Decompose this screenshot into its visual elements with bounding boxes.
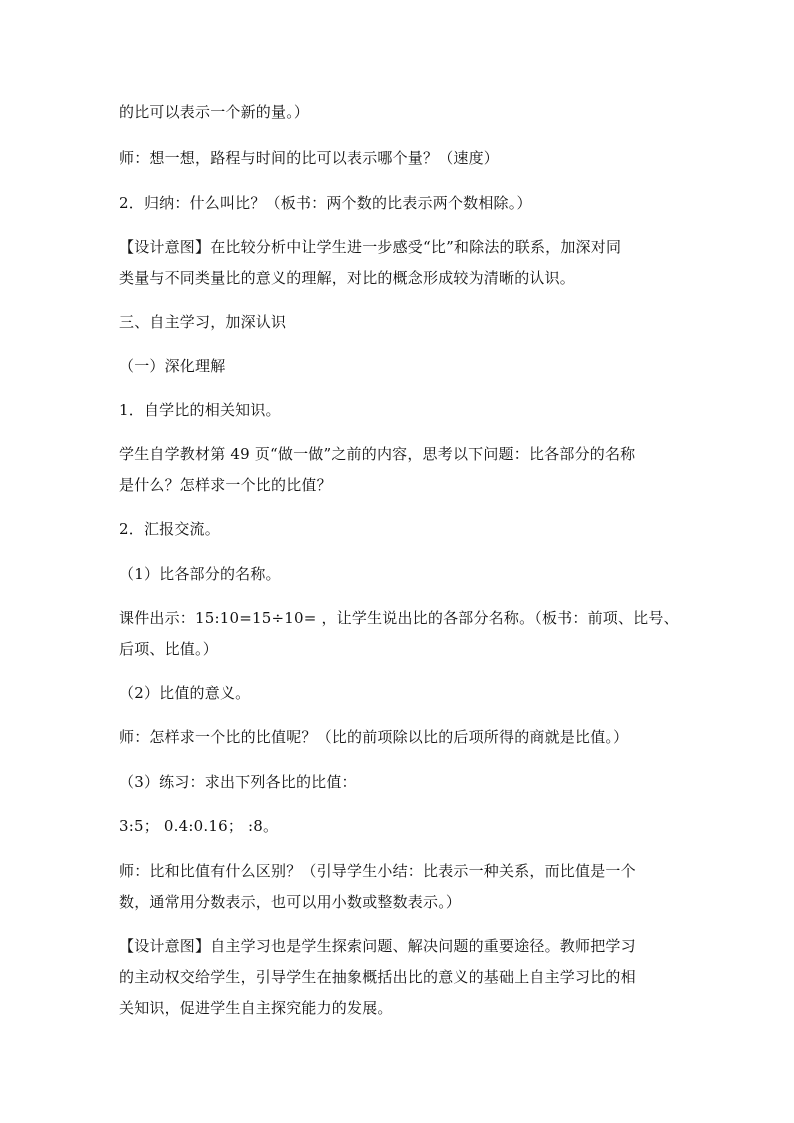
paragraph-line: 师：比和比值有什么区别？（引导学生小结：比表示一种关系，而比值是一个 bbox=[119, 862, 636, 880]
section-heading: 三、自主学习，加深认识 bbox=[119, 313, 287, 331]
design-intent-line: 【设计意图】自主学习也是学生探索问题、解决问题的重要途径。教师把学习 bbox=[119, 937, 636, 955]
paragraph-line: （2）比值的意义。 bbox=[119, 684, 251, 702]
paragraph-line: 师：怎样求一个比的比值呢？（比的前项除以比的后项所得的商就是比值。） bbox=[119, 728, 629, 746]
paragraph-line: （3）练习：求出下列各比的比值： bbox=[119, 773, 357, 791]
paragraph-line: 2．汇报交流。 bbox=[119, 520, 220, 538]
design-intent-line: 关知识，促进学生自主探究能力的发展。 bbox=[119, 999, 393, 1017]
exercise-line: 3:5； 0.4:0.16； :8。 bbox=[119, 817, 279, 835]
paragraph-line: 数，通常用分数表示，也可以用小数或整数表示。） bbox=[119, 893, 462, 911]
subsection-heading: （一）深化理解 bbox=[119, 357, 226, 375]
paragraph-line: 师：想一想，路程与时间的比可以表示哪个量？（速度） bbox=[119, 149, 500, 167]
paragraph-line: 课件出示：15:10=15÷10= ，让学生说出比的各部分名称。（板书：前项、比号、 bbox=[119, 609, 679, 627]
design-intent-line: 类量与不同类量比的意义的理解，对比的概念形成较为清晰的认识。 bbox=[119, 269, 576, 287]
paragraph-line: 后项、比值。） bbox=[119, 640, 218, 658]
paragraph-line: 2．归纳：什么叫比？（板书：两个数的比表示两个数相除。） bbox=[119, 194, 532, 212]
paragraph-line: 是什么？怎样求一个比的比值？ bbox=[119, 476, 332, 494]
paragraph-line: 1．自学比的相关知识。 bbox=[119, 401, 281, 419]
paragraph-line: 学生自学教材第 49 页“做一做”之前的内容，思考以下问题：比各部分的名称 bbox=[119, 445, 636, 463]
design-intent-line: 【设计意图】在比较分析中让学生进一步感受“比”和除法的联系，加深对同 bbox=[119, 238, 622, 256]
design-intent-line: 的主动权交给学生，引导学生在抽象概括出比的意义的基础上自主学习比的相 bbox=[119, 968, 636, 986]
paragraph-line: （1）比各部分的名称。 bbox=[119, 565, 281, 583]
paragraph-line: 的比可以表示一个新的量。） bbox=[119, 103, 310, 121]
